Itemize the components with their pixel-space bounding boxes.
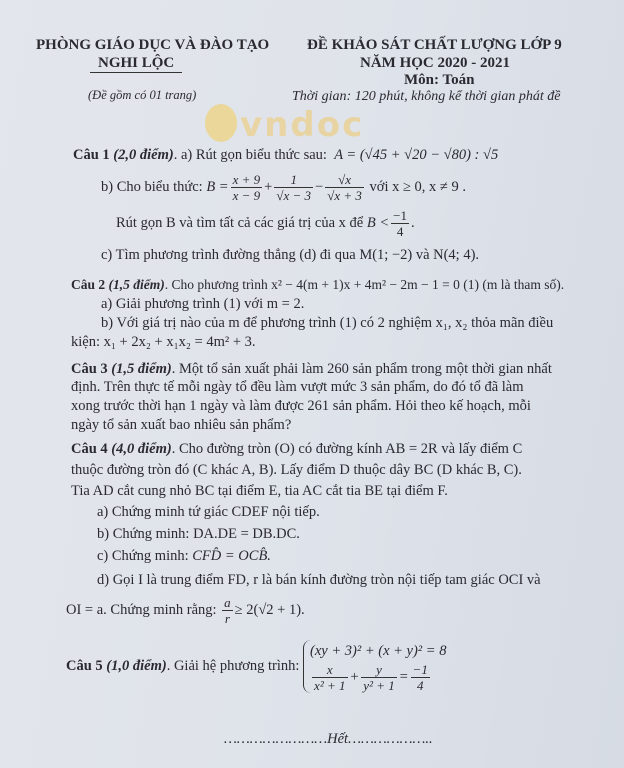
- fraction: [231, 172, 263, 203]
- question-4-b: b) Chứng minh: DA.DE = DB.DC.: [97, 526, 300, 542]
- q2-text: . Cho phương trình x² − 4(m + 1)x + 4m² − 2m − 1 = 0 (1) (m là tham số).: [164, 277, 565, 292]
- q4-c-expression: CFD̂ = OCB̂.: [192, 548, 271, 564]
- question-1-b: b) Cho biểu thức: B = $\frac{x + 9}{x - 9}$ + $\frac{1}{√x - 3}$ − $\frac{√x}{√x + 3}$ với x ≥ 0, x ≠ 9 .: [101, 172, 467, 204]
- numerator: y: [361, 662, 396, 678]
- numerator: 1: [274, 172, 313, 188]
- watermark-mascot: [205, 104, 237, 142]
- question-1-b-task: Rút gọn B và tìm tất cả các giá trị của x để B < $\frac{-1}{4}$ .: [116, 208, 415, 240]
- denominator: r: [224, 611, 230, 627]
- question-1-c: c) Tìm phương trình đường thẳng (d) đi qua M(1; −2) và N(4; 4).: [101, 247, 480, 263]
- q1-b2-lhs: B <: [366, 215, 390, 231]
- q1-b-text: b) Cho biểu thức:: [101, 179, 203, 195]
- fraction: [274, 172, 313, 203]
- q2-points: (1,5 điểm): [108, 277, 165, 292]
- question-2: [71, 276, 564, 294]
- q1-title: Câu 1: [73, 147, 110, 163]
- exam-title: ĐỀ KHẢO SÁT CHẤT LƯỢNG LỚP 9: [307, 37, 562, 53]
- question-4-c: [97, 547, 271, 565]
- question-4-line1: [71, 440, 522, 458]
- equation-1: (xy + 3)² + (x + y)² = 8: [310, 643, 447, 660]
- q3-points: (1,5 điểm): [111, 361, 172, 377]
- question-5: [66, 636, 446, 696]
- q1-b-lhs: B =: [206, 179, 229, 195]
- fraction: [325, 172, 364, 203]
- fraction: [312, 662, 347, 693]
- q1-b2-text: Rút gọn B và tìm tất cả các giá trị của x để: [116, 215, 364, 231]
- numerator: −1: [393, 208, 407, 224]
- q4-points: (4,0 điểm): [111, 441, 172, 457]
- equation-2: $\frac{x}{\text{x² + 1}}$ + $\frac{y}{\text{y² + 1}}$ = $\frac{-1}{4}$: [314, 662, 428, 694]
- q1-b-condition: với x ≥ 0, x ≠ 9 .: [369, 179, 467, 195]
- q4-text: . Cho đường tròn (O) có đường kính AB = 2R và lấy điểm C: [171, 441, 523, 457]
- fraction: [361, 662, 396, 693]
- district-name: NGHI LỘC: [90, 54, 182, 73]
- q4-d2-rhs: ≥ 2(√2 + 1).: [234, 602, 305, 618]
- numerator: −1: [412, 662, 428, 678]
- denominator: 4: [416, 678, 424, 694]
- numerator: x: [312, 662, 347, 678]
- question-4-line3: Tia AD cắt cung nhỏ BC tại điểm E, tia AC cắt tia BE tại điểm F.: [71, 483, 448, 499]
- q4-d2-text: OI = a. Chứng minh rằng:: [66, 602, 217, 618]
- q4-c-text: c) Chứng minh:: [97, 548, 189, 564]
- school-year: NĂM HỌC 2020 - 2021: [360, 55, 510, 71]
- question-4-line2: thuộc đường tròn đó (C khác A, B). Lấy điểm D thuộc dây BC (D khác B, C).: [71, 462, 522, 478]
- fraction: [411, 662, 430, 693]
- question-3-line3: xong trước thời hạn 1 ngày và làm được 261 sản phẩm. Hỏi theo kế hoạch, mỗi: [71, 398, 531, 414]
- denominator: y² + 1: [363, 678, 395, 694]
- q4-title: Câu 4: [71, 441, 108, 457]
- page-count-note: (Đề gồm có 01 trang): [88, 88, 197, 102]
- watermark-logo: vndoc: [240, 105, 365, 145]
- q5-text: . Giải hệ phương trình:: [166, 658, 300, 674]
- equation-system: [303, 640, 446, 693]
- denominator: √x − 3: [276, 188, 312, 204]
- denominator: x² + 1: [314, 678, 346, 694]
- q3-text: . Một tổ sản xuất phải làm 260 sản phẩm trong một thời gian nhất: [171, 361, 552, 377]
- q2-title: Câu 2: [71, 277, 106, 292]
- q3-title: Câu 3: [71, 361, 108, 377]
- department-name: PHÒNG GIÁO DỤC VÀ ĐÀO TẠO: [36, 37, 270, 53]
- question-3-line2: định. Trên thực tế mỗi ngày tổ đều làm vượt mức 3 sản phẩm, do đó tổ đã làm: [71, 379, 524, 395]
- subject: Môn: Toán: [404, 72, 475, 88]
- q5-title: Câu 5: [66, 658, 103, 674]
- question-4-d-line1: d) Gọi I là trung điểm FD, r là bán kính đường tròn nội tiếp tam giác OCI và: [97, 572, 541, 588]
- question-1-a: [73, 146, 498, 164]
- numerator: √x: [325, 172, 364, 188]
- numerator: x + 9: [232, 172, 261, 188]
- question-3-line1: [71, 360, 552, 378]
- question-4-d-line2: [66, 593, 305, 627]
- question-2-b-line2: kiện: x₁ + 2x₂ + x₁x₂ = 4m² + 3.: [71, 334, 256, 350]
- question-3-line4: ngày tổ sản xuất bao nhiêu sản phẩm?: [71, 417, 292, 433]
- question-4-a: a) Chứng minh tứ giác CDEF nội tiếp.: [97, 504, 320, 520]
- end-marker: ……………………Hết………………..: [224, 731, 433, 747]
- denominator: x − 9: [232, 188, 261, 204]
- fraction: [222, 595, 233, 626]
- exam-duration: Thời gian: 120 phút, không kể thời gian phát đề: [292, 89, 561, 104]
- numerator: a: [224, 595, 231, 611]
- denominator: √x + 3: [327, 188, 362, 204]
- q1-a-expression: A = (√45 + √20 − √80) : √5: [334, 147, 499, 163]
- q1-a-text: . a) Rút gọn biểu thức sau:: [173, 147, 327, 163]
- q5-points: (1,0 điểm): [106, 658, 167, 674]
- denominator: 4: [396, 224, 404, 240]
- question-2-a: a) Giải phương trình (1) với m = 2.: [101, 296, 305, 312]
- fraction: [391, 208, 409, 239]
- q1-points: (2,0 điểm): [113, 147, 174, 163]
- question-2-b-line1: b) Với giá trị nào của m để phương trình (1) có 2 nghiệm x₁, x₂ thỏa mãn điều: [101, 315, 554, 331]
